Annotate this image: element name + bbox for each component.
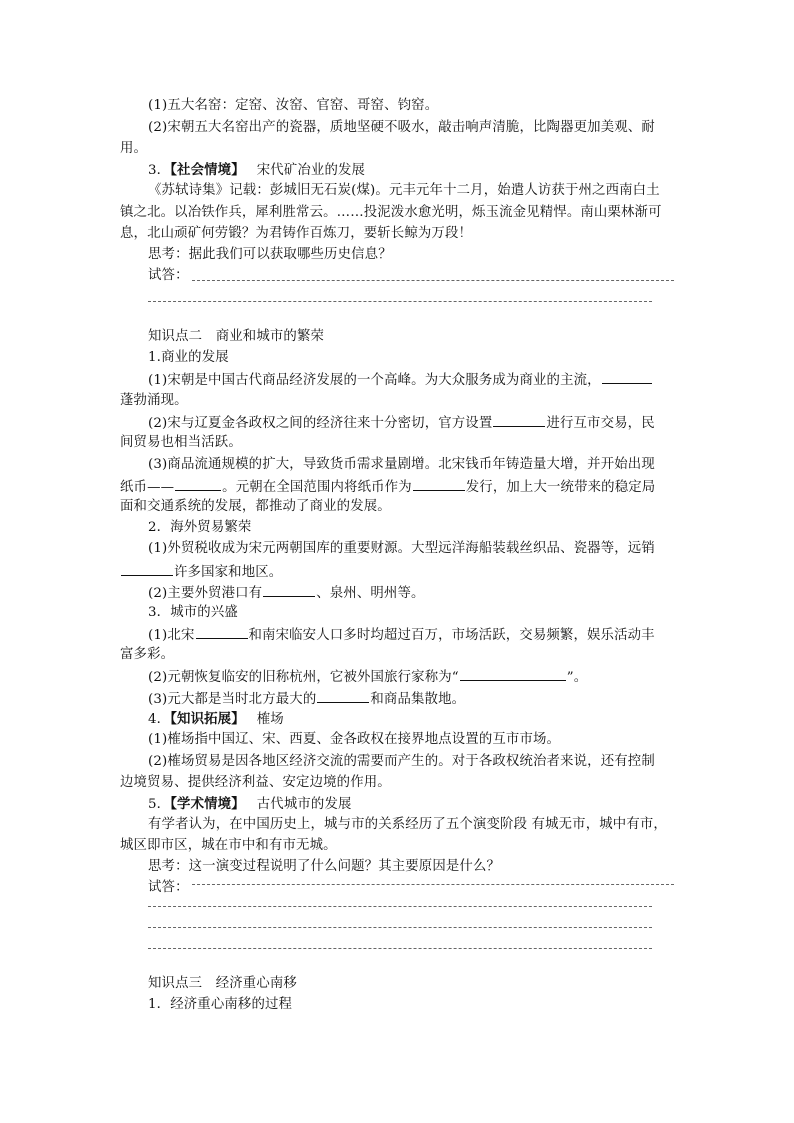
fill-blank[interactable] xyxy=(175,476,221,491)
currency-line: 面和交通系统的发展，都推动了商业的发展。 xyxy=(120,499,391,514)
porcelain-line-end: 用。 xyxy=(120,141,148,156)
currency-line: (3)商品流通规模的扩大，导致货币需求量剧增。北宋钱币年铸造量大增，并开始出现 xyxy=(148,457,655,472)
answer-line[interactable] xyxy=(148,301,652,302)
fill-blank[interactable] xyxy=(493,412,545,427)
knowledge-point-heading: 知识点三 经济重心南移 xyxy=(148,976,297,991)
poem-line: 镇之北。以冶铁作兵，犀利胜常云。……投泥泼水愈光明，烁玉流金见精悍。南山栗林渐可 xyxy=(120,205,662,220)
porcelain-line: (2)宋朝五大名窑出产的瓷器，质地坚硬不吸水，敲击响声清脆，比陶器更加美观、耐 xyxy=(148,120,655,135)
fill-blank[interactable] xyxy=(263,582,315,597)
think-question: 思考：这一演变过程说明了什么问题？其主要原因是什么？ xyxy=(148,859,501,874)
fill-blank[interactable] xyxy=(317,688,369,703)
answer-line[interactable] xyxy=(148,906,652,907)
item-title: 宋代矿冶业的发展 xyxy=(256,163,366,178)
section-heading-city-dev: 5．【学术情境】 古代城市的发展 xyxy=(148,796,352,812)
commerce-line: (1)宋朝是中国古代商品经济发展的一个高峰。为大众服务成为商业的主流， xyxy=(148,369,653,391)
knowledge-point-heading: 知识点二 商业和城市的繁荣 xyxy=(148,329,325,344)
answer-line[interactable] xyxy=(148,948,652,949)
quechang-line: 边境贸易、提供经济利益、安定边境的作用。 xyxy=(120,775,391,790)
fill-blank[interactable] xyxy=(602,369,652,384)
answer-label: 试答： xyxy=(148,880,189,895)
think-question: 思考：据此我们可以获取哪些历史信息？ xyxy=(148,247,392,262)
fill-blank[interactable] xyxy=(413,476,465,491)
poem-line: 《苏轼诗集》记载：彭城旧无石炭(煤)。元丰元年十二月，始遣人访获于州之西南白土 xyxy=(148,183,660,198)
subheading: 2．海外贸易繁荣 xyxy=(148,520,252,535)
commerce-line: 蓬勃涌现。 xyxy=(120,393,188,408)
quechang-line: (1)榷场指中国辽、宋、西夏、金各政权在接界地点设置的互市市场。 xyxy=(148,732,561,747)
ports-line: (2)主要外贸港口有 、泉州、明州等。 xyxy=(148,582,425,604)
city-line: 富多彩。 xyxy=(120,647,175,662)
context-tag: 【学术情境】 xyxy=(170,796,245,812)
trade-line: 许多国家和地区。 xyxy=(120,561,282,583)
city-line: (1)北宋 和南宋临安人口多时均超过百万，市场活跃，交易频繁，娱乐活动丰 xyxy=(148,624,655,646)
city-line: (2)元朝恢复临安的旧称杭州，它被外国旅行家称为“ ”。 xyxy=(148,666,587,688)
section-heading-mining xyxy=(148,160,365,181)
subheading: 3．城市的兴盛 xyxy=(148,605,238,620)
item-number: 3． xyxy=(148,163,171,178)
scholar-line: 城区即市区，城在市中和有市无城。 xyxy=(120,838,337,853)
subheading: 1．经济重心南移的过程 xyxy=(148,997,293,1012)
kiln-list-line: (1)五大名窑：定窑、汝窑、官窑、哥窑、钧窑。 xyxy=(148,98,439,113)
scholar-line: 有学者认为，在中国历史上，城与市的关系经历了五个演变阶段 有城无市，城中有市， xyxy=(148,817,667,832)
fill-blank[interactable] xyxy=(121,561,173,576)
trade-line: (1)外贸税收成为宋元两朝国库的重要财源。大型远洋海船装载丝织品、瓷器等，远销 xyxy=(148,541,655,556)
section-heading-quechang: 4．【知识拓展】 榷场 xyxy=(148,711,284,727)
answer-line[interactable] xyxy=(192,280,674,281)
fill-blank[interactable] xyxy=(460,666,566,681)
fill-blank[interactable] xyxy=(196,624,248,639)
context-tag: 【知识拓展】 xyxy=(170,711,245,727)
currency-line: 纸币—— 。元朝在全国范围内将纸币作为 发行，加上大一统带来的稳定局 xyxy=(120,476,655,498)
subheading: 1.商业的发展 xyxy=(148,350,229,365)
city-line: (3)元大都是当时北方最大的 和商品集散地。 xyxy=(148,688,465,710)
quechang-line: (2)榷场贸易是因各地区经济交流的需要而产生的。对于各政权统治者来说，还有控制 xyxy=(148,754,655,769)
commerce-line: 间贸易也相当活跃。 xyxy=(120,435,242,450)
answer-line[interactable] xyxy=(192,884,674,885)
context-tag: 【社会情境】 xyxy=(170,162,245,178)
poem-line: 息，北山顽矿何劳锻？为君铸作百炼刀，要斩长鲸为万段！ xyxy=(120,226,473,241)
answer-label: 试答： xyxy=(148,268,189,283)
commerce-line: (2)宋与辽夏金各政权之间的经济往来十分密切，官方设置 进行互市交易，民 xyxy=(148,412,655,434)
answer-line[interactable] xyxy=(148,927,652,928)
